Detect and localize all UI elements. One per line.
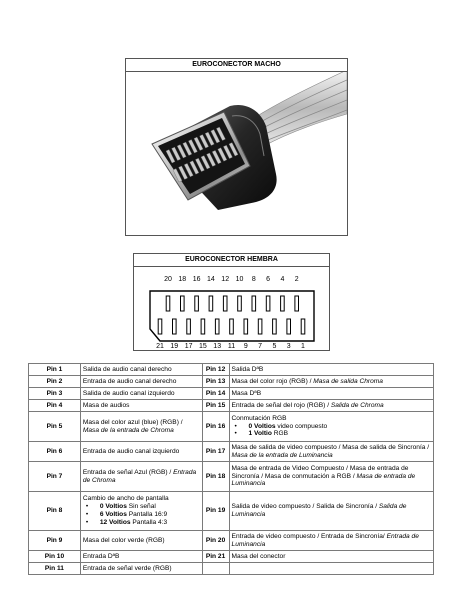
pin-number: Pin 5 <box>29 412 81 442</box>
empty-cell <box>229 563 433 575</box>
pin-number: Pin 6 <box>29 442 81 462</box>
pin-description: Masa del conector <box>229 551 433 563</box>
table-row <box>29 364 434 376</box>
pin-description: Entrada de señal del rojo (RGB) / Salida de Chroma <box>229 400 433 412</box>
pin-slot <box>252 296 256 311</box>
table-row <box>29 400 434 412</box>
top-pin-numbers <box>164 276 299 283</box>
pin-description: Salida de audio canal derecho <box>80 364 202 376</box>
pin-slot <box>223 296 227 311</box>
pin-description: Cambio de ancho de pantalla • 0 Voltios Sin señal • 6 Voltios Pantalla 16:9 • 12 Voltios Pantalla 4:3 <box>80 492 202 531</box>
male-connector-photo <box>126 72 347 222</box>
pin-description: Salida de video compuesto / Salida de Sincronía / Salida de Luminancia <box>229 492 433 531</box>
pin-description: Conmutación RGB • 0 Voltios video compuesto • 1 Voltio RGB <box>229 412 433 442</box>
pin-number-label: 1 <box>301 343 305 349</box>
pin-slot <box>281 296 285 311</box>
pin-number-label: 8 <box>251 276 256 283</box>
pin-slot <box>230 319 234 334</box>
pin-assignment-table <box>28 363 434 575</box>
pin-number: Pin 13 <box>202 376 229 388</box>
pin-number-label: 9 <box>243 343 248 349</box>
table-row <box>29 531 434 551</box>
pin-number: Pin 17 <box>202 442 229 462</box>
table-row <box>29 388 434 400</box>
pin-number: Pin 14 <box>202 388 229 400</box>
pin-number-label: 20 <box>164 276 172 283</box>
pin-number: Pin 10 <box>29 551 81 563</box>
pin-slot <box>209 296 213 311</box>
pin-description: Masa de entrada de Video Compuesto / Masa de entrada de Sincronía / Masa de conmutación a RGB / Masa de entrada de Luminancia <box>229 462 433 492</box>
pin-description: Salida de audio canal izquierdo <box>80 388 202 400</box>
pin-description: Entrada de señal verde (RGB) <box>80 563 202 575</box>
pin-number-label: 2 <box>294 276 299 283</box>
pin-description: Salida DªB <box>229 364 433 376</box>
pin-description: Entrada DªB <box>80 551 202 563</box>
pin-description: Entrada de audio canal derecho <box>80 376 202 388</box>
table-row <box>29 492 434 531</box>
pin-number: Pin 19 <box>202 492 229 531</box>
pin-slot <box>238 296 242 311</box>
male-connector-figure <box>125 58 348 236</box>
pin-description: Masa DªB <box>229 388 433 400</box>
pin-slot <box>158 319 162 334</box>
pin-number-label: 15 <box>199 343 207 349</box>
pin-number: Pin 15 <box>202 400 229 412</box>
pin-slot <box>187 319 191 334</box>
pin-description: Entrada de señal Azul (RGB) / Entrada de Chroma <box>80 462 202 492</box>
table-row <box>29 563 434 575</box>
pin-number: Pin 7 <box>29 462 81 492</box>
pin-number: Pin 21 <box>202 551 229 563</box>
table-row <box>29 462 434 492</box>
pin-number-label: 18 <box>178 276 187 283</box>
top-pin-slots <box>166 296 298 311</box>
pin-slot <box>258 319 262 334</box>
pin-number: Pin 8 <box>29 492 81 531</box>
pin-description: Masa del color azul (blue) (RGB) / Masa de la entrada de Chroma <box>80 412 202 442</box>
ribbon-cable <box>254 72 347 146</box>
table-row <box>29 442 434 462</box>
pin-slot <box>287 319 291 334</box>
pin-number: Pin 4 <box>29 400 81 412</box>
female-connector-title: EUROCONECTOR HEMBRA <box>134 254 329 267</box>
pin-description: Entrada de video compuesto / Entrada de Sincronía/ Entrada de Luminancia <box>229 531 433 551</box>
pin-number-label: 3 <box>286 343 291 349</box>
bottom-pin-slots <box>158 319 305 334</box>
pin-number-label: 4 <box>280 276 285 283</box>
pin-number-label: 10 <box>235 276 244 283</box>
pin-slot <box>201 319 205 334</box>
pin-description: Masa de audios <box>80 400 202 412</box>
pin-number-label: 17 <box>184 343 193 349</box>
bottom-pin-numbers <box>156 343 305 349</box>
pin-number-label: 7 <box>258 343 263 349</box>
pin-number-label: 13 <box>213 343 222 349</box>
pin-slot <box>181 296 185 311</box>
female-connector-diagram <box>134 267 329 349</box>
pin-number-label: 6 <box>266 276 271 283</box>
pin-slot <box>244 319 248 334</box>
pin-number-label: 5 <box>272 343 277 349</box>
pin-number: Pin 3 <box>29 388 81 400</box>
empty-cell <box>202 563 229 575</box>
pin-slot <box>273 319 277 334</box>
pin-number: Pin 9 <box>29 531 81 551</box>
pin-slot <box>173 319 177 334</box>
pin-description: Masa de salida de video compuesto / Masa de salida de Sincronía / Masa de la entrada de Luminancia <box>229 442 433 462</box>
pin-slot <box>295 296 299 311</box>
male-connector-title: EUROCONECTOR MACHO <box>126 59 347 72</box>
pin-number-label: 16 <box>192 276 201 283</box>
table-row <box>29 412 434 442</box>
pin-number: Pin 16 <box>202 412 229 442</box>
pin-slot <box>195 296 199 311</box>
pin-slot <box>301 319 305 334</box>
pin-number-label: 19 <box>170 343 179 349</box>
pin-number-label: 21 <box>156 343 164 349</box>
pin-number: Pin 11 <box>29 563 81 575</box>
pin-description: Masa del color verde (RGB) <box>80 531 202 551</box>
pin-number: Pin 18 <box>202 462 229 492</box>
female-connector-figure <box>133 253 330 351</box>
table-row <box>29 376 434 388</box>
table-row <box>29 551 434 563</box>
pin-number-label: 14 <box>207 276 215 283</box>
pin-number-label: 11 <box>227 343 236 349</box>
pin-number: Pin 20 <box>202 531 229 551</box>
pin-number: Pin 1 <box>29 364 81 376</box>
pin-number: Pin 2 <box>29 376 81 388</box>
pin-slot <box>166 296 170 311</box>
pin-number: Pin 12 <box>202 364 229 376</box>
pin-description: Entrada de audio canal izquierdo <box>80 442 202 462</box>
pin-slot <box>266 296 270 311</box>
pin-number-label: 12 <box>221 276 230 283</box>
pin-slot <box>215 319 219 334</box>
pin-description: Masa del color rojo (RGB) / Masa de salida Chroma <box>229 376 433 388</box>
